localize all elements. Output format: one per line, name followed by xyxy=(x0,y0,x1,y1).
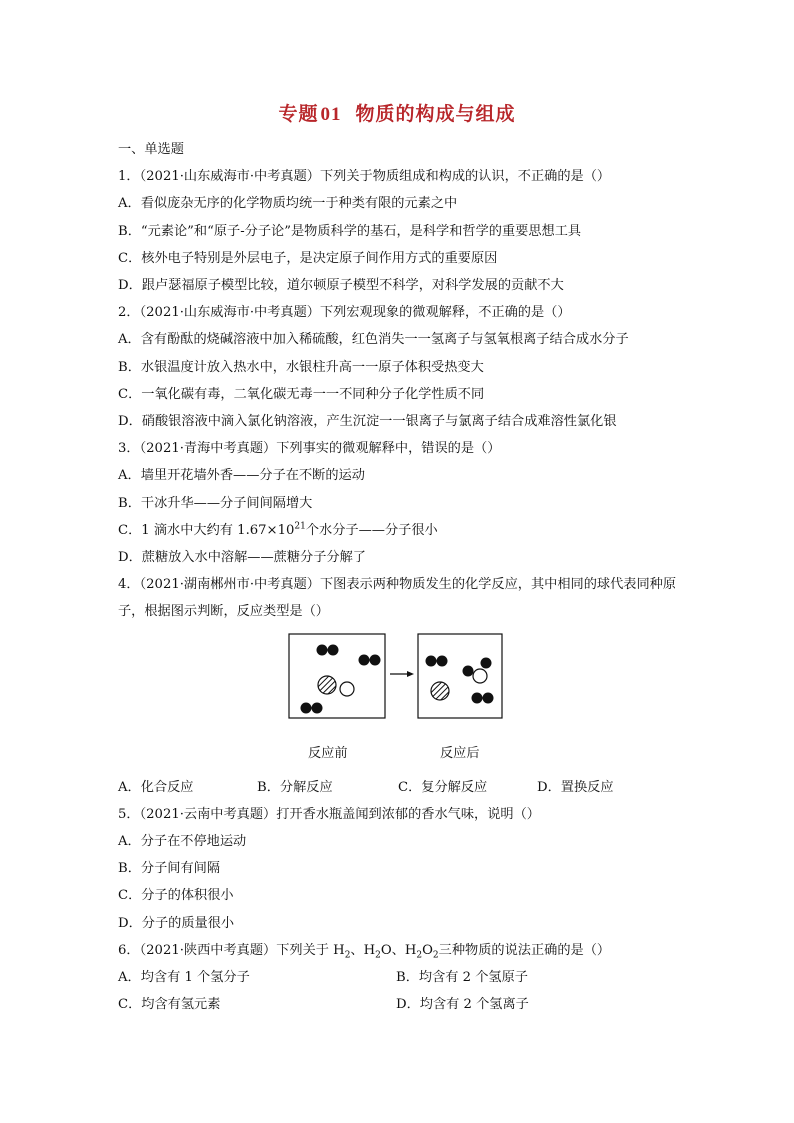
question-4-options xyxy=(118,774,688,801)
question-2-option-c: C．一氧化碳有毒，二氧化碳无毒一一不同种分子化学性质不同 xyxy=(118,386,485,402)
caption-after: 反应后 xyxy=(440,745,480,761)
atom-black xyxy=(312,702,323,713)
q6-stem-pre: 6．（2021·陕西中考真题）下列关于 H xyxy=(118,942,345,958)
q6-sub: 2 xyxy=(344,950,351,961)
arrow-head xyxy=(407,671,414,677)
q6-part: O xyxy=(422,942,433,958)
question-2-option-b: B．水银温度计放入热水中，水银柱升高一一原子体积受热变大 xyxy=(118,359,484,375)
atom-black xyxy=(370,654,381,665)
question-4-option-c: C．复分解反应 xyxy=(398,779,488,795)
atom-black xyxy=(463,665,474,676)
atom-black xyxy=(481,657,492,668)
question-6-option-b: B．均含有 2 个氢原子 xyxy=(396,970,528,986)
question-4-option-d: D．置换反应 xyxy=(537,779,614,795)
question-5-stem: 5．（2021·云南中考真题）打开香水瓶盖闻到浓郁的香水气味，说明（） xyxy=(118,806,540,822)
question-4-option-a: A．化合反应 xyxy=(118,779,194,795)
atom-black xyxy=(301,702,312,713)
question-1-stem: 1．（2021·山东威海市·中考真题）下列关于物质组成和构成的认识，不正确的是（） xyxy=(118,169,611,185)
question-3-option-b: B．干冰升华——分子间间隔增大 xyxy=(118,495,313,511)
atom-black xyxy=(317,644,328,655)
atom-black xyxy=(426,655,437,666)
question-5-option-c: C．分子的体积很小 xyxy=(118,888,234,904)
q6-stem-post: 三种物质的说法正确的是（） xyxy=(438,942,611,958)
atom-white xyxy=(340,682,354,696)
question-3-option-a: A．墙里开花墙外香——分子在不断的运动 xyxy=(118,468,365,484)
atom-black xyxy=(359,654,370,665)
atom-black xyxy=(472,692,483,703)
question-2-option-a: A．含有酚酞的烧碱溶液中加入稀硫酸，红色消失一一氢离子与氢氧根离子结合成水分子 xyxy=(118,332,629,348)
section-heading: 一、单选题 xyxy=(118,142,184,157)
question-3-option-d: D．蔗糖放入水中溶解——蔗糖分子分解了 xyxy=(118,550,366,566)
question-3-option-c xyxy=(118,517,688,544)
question-5-option-a: A．分子在不停地运动 xyxy=(118,834,247,850)
question-6-options-row1 xyxy=(118,964,688,991)
atom-hatched xyxy=(431,682,449,700)
question-1-option-a: A．看似庞杂无序的化学物质均统一于种类有限的元素之中 xyxy=(118,196,458,212)
caption-before: 反应前 xyxy=(308,745,348,761)
question-4-option-b: B．分解反应 xyxy=(257,779,333,795)
figure-captions xyxy=(118,742,688,762)
question-3-stem: 3．（2021·青海中考真题）下列事实的微观解释中，错误的是（） xyxy=(118,441,501,457)
q6-sub: 2 xyxy=(432,950,439,961)
page-title xyxy=(0,99,794,126)
atom-black xyxy=(483,692,494,703)
atom-black xyxy=(437,655,448,666)
question-2-option-d: D．硝酸银溶液中滴入氯化钠溶液，产生沉淀一一银离子与氯离子结合成难溶性氯化银 xyxy=(118,414,617,430)
atom-white xyxy=(473,669,487,683)
question-5-option-d: D．分子的质量很小 xyxy=(118,915,235,931)
q6-part: O、H xyxy=(380,942,417,958)
question-6-stem xyxy=(118,937,688,964)
reaction-figure xyxy=(118,626,688,774)
question-2-stem: 2．（2021·山东威海市·中考真题）下列宏观现象的微观解释，不正确的是（） xyxy=(118,305,571,321)
question-1-option-b: B．“元素论”和“原子-分子论”是物质科学的基石，是科学和哲学的重要思想工具 xyxy=(118,223,582,239)
question-4-stem: 4．（2021·湖南郴州市·中考真题）下图表示两种物质发生的化学反应，其中相同的球代表同种原子，根据图示判断，反应类型是（） xyxy=(118,577,677,620)
title-text: 物质的构成与组成 xyxy=(355,103,516,125)
question-list xyxy=(118,136,688,1018)
atom-black xyxy=(328,644,339,655)
question-5-option-b: B．分子间有间隔 xyxy=(118,861,221,877)
q3c-exponent: 21 xyxy=(294,521,306,532)
reaction-diagram xyxy=(118,626,688,738)
question-1-option-d: D．跟卢瑟福原子模型比较，道尔顿原子模型不科学，对科学发展的贡献不大 xyxy=(118,278,564,294)
question-6-options-row2 xyxy=(118,991,688,1018)
question-6-option-d: D．均含有 2 个氢离子 xyxy=(396,997,529,1013)
question-6-option-c: C．均含有氢元素 xyxy=(118,997,221,1013)
after-box xyxy=(418,634,502,718)
q3c-pre: C．1 滴水中大约有 1.67×10 xyxy=(118,522,295,538)
q3c-post: 个水分子——分子很小 xyxy=(305,522,438,538)
q6-sub: 2 xyxy=(375,950,381,961)
question-1-option-c: C．核外电子特别是外层电子，是决定原子间作用方式的重要原因 xyxy=(118,250,498,266)
q6-sub: 2 xyxy=(416,950,423,961)
atom-hatched xyxy=(318,676,336,694)
title-number: 01 xyxy=(320,104,342,125)
question-6-option-a: A．均含有 1 个氢分子 xyxy=(118,970,250,986)
q6-part: 、H xyxy=(350,942,376,958)
title-prefix: 专题 xyxy=(278,103,319,125)
